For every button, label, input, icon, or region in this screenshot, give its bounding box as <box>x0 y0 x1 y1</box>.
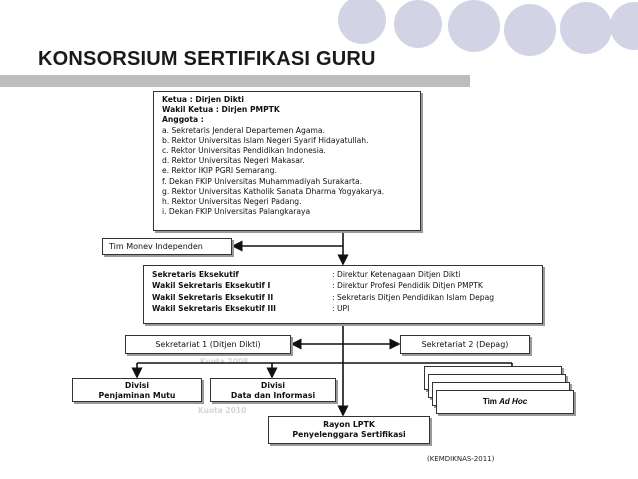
chair-line: Ketua : Dirjen Dikti <box>162 95 245 104</box>
divisi-data-informasi-box <box>210 378 336 402</box>
secretary-row <box>152 292 542 303</box>
secretary-row <box>152 269 542 280</box>
rayon-lptk-box <box>268 416 430 444</box>
divisi-label: Divisi <box>260 381 286 390</box>
secretary-value: : Direktur Ketenagaan Ditjen Dikti <box>332 270 461 279</box>
secretary-value: : UPI <box>332 304 350 314</box>
secretary-role: Wakil Sekretaris Eksekutif III <box>152 304 276 314</box>
divisi-penjaminan-mutu-box <box>72 378 202 402</box>
secretary-role: Wakil Sekretaris Eksekutif II <box>152 292 274 302</box>
divisi-name: Data dan Informasi <box>230 390 316 400</box>
page-title: KONSORSIUM SERTIFIKASI GURU <box>38 48 376 70</box>
secretary-role: Wakil Sekretaris Eksekutif I <box>152 281 271 291</box>
divisi-name: Penjaminan Mutu <box>98 390 176 400</box>
member-item: h. Rektor Universitas Negeri Padang. <box>162 197 302 207</box>
rayon-subtitle: Penyelenggara Sertifikasi <box>292 430 406 439</box>
secretary-row <box>152 303 542 314</box>
secretary-row <box>152 280 542 291</box>
member-item: c. Rektor Universitas Pendidikan Indonesia. <box>162 146 326 156</box>
sekretariat-2-box: Sekretariat 2 (Depag) <box>400 335 530 354</box>
member-item: f. Dekan FKIP Universitas Muhammadiyah Surakarta. <box>162 176 363 186</box>
member-item: i. Dekan FKIP Universitas Palangkaraya <box>162 207 311 217</box>
secretary-value: : Direktur Profesi Pendidik Ditjen PMPTK <box>332 281 483 291</box>
member-item: g. Rektor Universitas Katholik Sanata Dharma Yogyakarya. <box>162 186 385 196</box>
rayon-title: Rayon LPTK <box>323 420 375 429</box>
adhoc-prefix: Tim <box>482 397 500 406</box>
adhoc-team-box <box>436 390 574 414</box>
divisi-label: Divisi <box>124 381 150 390</box>
member-item: d. Rektor Universitas Negeri Makasar. <box>162 156 305 166</box>
member-item: e. Rektor IKIP PGRI Semarang. <box>162 166 277 176</box>
secretary-role: Sekretaris Eksekutif <box>152 270 239 279</box>
watermark-text: Kuota 2008 <box>200 357 249 366</box>
monev-team-box: Tim Monev Independen <box>102 238 232 255</box>
secretary-value: : Sekretaris Ditjen Pendidikan Islam Depag <box>332 292 495 302</box>
member-item: a. Sekretaris Jenderal Departemen Agama. <box>162 125 325 135</box>
adhoc-italic: Ad Hoc <box>499 397 528 406</box>
consortium-members-box <box>153 91 421 231</box>
members-heading: Anggota : <box>162 115 204 125</box>
source-caption: (KEMDIKNAS-2011) <box>427 455 495 463</box>
vice-chair-line: Wakil Ketua : Dirjen PMPTK <box>162 105 280 115</box>
sekretariat-1-box: Sekretariat 1 (Ditjen Dikti) <box>125 335 291 354</box>
watermark-text: Kuota 2010 <box>198 406 247 415</box>
executive-secretary-box <box>143 265 543 324</box>
member-item: b. Rektor Universitas Islam Negeri Syarif Hidayatullah. <box>162 135 369 145</box>
